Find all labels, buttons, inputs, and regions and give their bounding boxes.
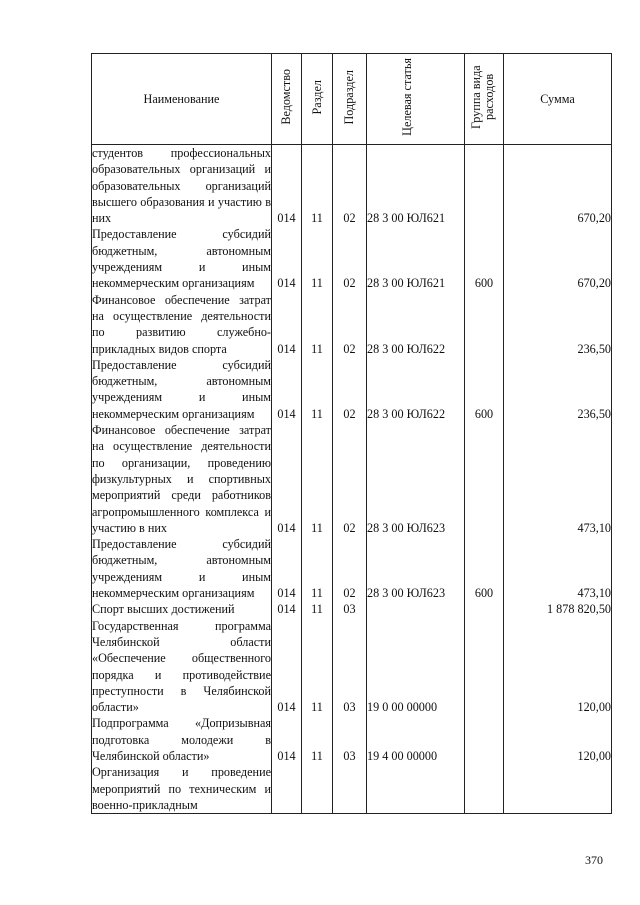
cell-name: Государственная программа Челябинской области «Обеспечение общественного порядка и противодействие преступности в Челябинской области» (92, 618, 271, 715)
table-row (92, 226, 612, 291)
header-target-label: Целевая статья (399, 57, 414, 136)
header-subsection-label: Подраздел (342, 69, 356, 125)
cell-amount: 236,50 (504, 357, 612, 422)
cell-dept: 014 (272, 357, 302, 422)
cell-amount: 120,00 (504, 618, 612, 716)
table-row (92, 292, 612, 357)
header-dept-label: Ведомство (279, 69, 293, 125)
table-row (92, 715, 612, 764)
table-row (92, 764, 612, 813)
cell-section: 11 (302, 715, 333, 764)
cell-dept: 014 (272, 715, 302, 764)
table-row (92, 601, 612, 617)
cell-name: студентов профессиональных образовательных организаций и образовательных организаций высшего образования и участию в них (92, 146, 271, 226)
cell-section: 11 (302, 618, 333, 716)
cell-dept: 014 (272, 618, 302, 716)
header-subsection (333, 54, 367, 145)
header-section (302, 54, 333, 145)
cell-dept: 014 (272, 145, 302, 227)
budget-table (91, 53, 612, 814)
page-number: 370 (585, 853, 603, 867)
header-expense-group (465, 54, 504, 145)
cell-group: 600 (465, 357, 504, 422)
cell-subsection: 02 (333, 357, 367, 422)
cell-target: 19 4 00 00000 (367, 715, 465, 764)
cell-section (302, 764, 333, 813)
cell-target (367, 601, 465, 617)
cell-group (465, 422, 504, 536)
cell-group (465, 715, 504, 764)
cell-dept: 014 (272, 422, 302, 536)
table-row (92, 618, 612, 716)
cell-subsection: 03 (333, 601, 367, 617)
cell-dept: 014 (272, 292, 302, 357)
cell-group (465, 618, 504, 716)
header-expense-group-label: Группа вида расходов (469, 65, 496, 129)
cell-subsection: 03 (333, 715, 367, 764)
table-row (92, 357, 612, 422)
cell-target: 28 3 00 ЮЛ623 (367, 422, 465, 536)
cell-dept: 014 (272, 601, 302, 617)
cell-section: 11 (302, 145, 333, 227)
cell-amount: 236,50 (504, 292, 612, 357)
cell-name: Предоставление субсидий бюджетным, автономным учреждениям и иным некоммерческим организациям (92, 357, 271, 421)
cell-subsection: 03 (333, 618, 367, 716)
cell-subsection: 02 (333, 292, 367, 357)
cell-target: 28 3 00 ЮЛ623 (367, 536, 465, 601)
cell-section: 11 (302, 601, 333, 617)
cell-group (465, 601, 504, 617)
cell-subsection: 02 (333, 422, 367, 536)
cell-section: 11 (302, 292, 333, 357)
cell-section: 11 (302, 536, 333, 601)
cell-name: Предоставление субсидий бюджетным, автономным учреждениям и иным некоммерческим организациям (92, 227, 271, 291)
cell-subsection: 02 (333, 145, 367, 227)
cell-target: 19 0 00 00000 (367, 618, 465, 716)
cell-name: Предоставление субсидий бюджетным, автономным учреждениям и иным некоммерческим организациям (92, 537, 271, 601)
header-amount-label: Сумма (540, 91, 575, 106)
table-row (92, 422, 612, 536)
cell-subsection (333, 764, 367, 813)
cell-name: Спорт высших достижений (92, 601, 272, 617)
cell-dept: 014 (272, 536, 302, 601)
cell-target (367, 764, 465, 813)
table-row (92, 536, 612, 601)
cell-section: 11 (302, 357, 333, 422)
header-section-label: Раздел (309, 79, 324, 115)
cell-amount: 120,00 (504, 715, 612, 764)
cell-name: Финансовое обеспечение затрат на осуществление деятельности по развитию служебно-прикладных видов спорта (92, 292, 271, 356)
cell-group (465, 292, 504, 357)
cell-group: 600 (465, 226, 504, 291)
header-target (367, 54, 465, 145)
cell-section: 11 (302, 422, 333, 536)
cell-amount: 473,10 (504, 536, 612, 601)
cell-target: 28 3 00 ЮЛ621 (367, 226, 465, 291)
cell-amount: 1 878 820,50 (504, 601, 612, 617)
cell-amount: 670,20 (504, 145, 612, 227)
cell-name: Финансовое обеспечение затрат на осуществление деятельности по организации, проведению физкультурных и спортивных мероприятий среди работников агропромышленного комплекса и участию в них (92, 423, 271, 535)
cell-amount: 670,20 (504, 226, 612, 291)
cell-group (465, 764, 504, 813)
cell-group (465, 145, 504, 227)
header-name (92, 54, 272, 145)
cell-target: 28 3 00 ЮЛ622 (367, 292, 465, 357)
table-row (92, 145, 612, 227)
cell-dept (272, 764, 302, 813)
cell-amount (504, 764, 612, 813)
cell-name: Подпрограмма «Допризывная подготовка молодежи в Челябинской области» (92, 716, 271, 763)
cell-section: 11 (302, 226, 333, 291)
header-name-label: Наименование (143, 91, 220, 106)
cell-subsection: 02 (333, 536, 367, 601)
cell-amount: 473,10 (504, 422, 612, 536)
table-header-row (92, 54, 612, 145)
header-amount (504, 54, 612, 145)
cell-group: 600 (465, 536, 504, 601)
cell-target: 28 3 00 ЮЛ621 (367, 145, 465, 227)
cell-name: Организация и проведение мероприятий по техническим и военно-прикладным (92, 765, 271, 812)
cell-subsection: 02 (333, 226, 367, 291)
cell-target: 28 3 00 ЮЛ622 (367, 357, 465, 422)
cell-dept: 014 (272, 226, 302, 291)
header-dept (272, 54, 302, 145)
